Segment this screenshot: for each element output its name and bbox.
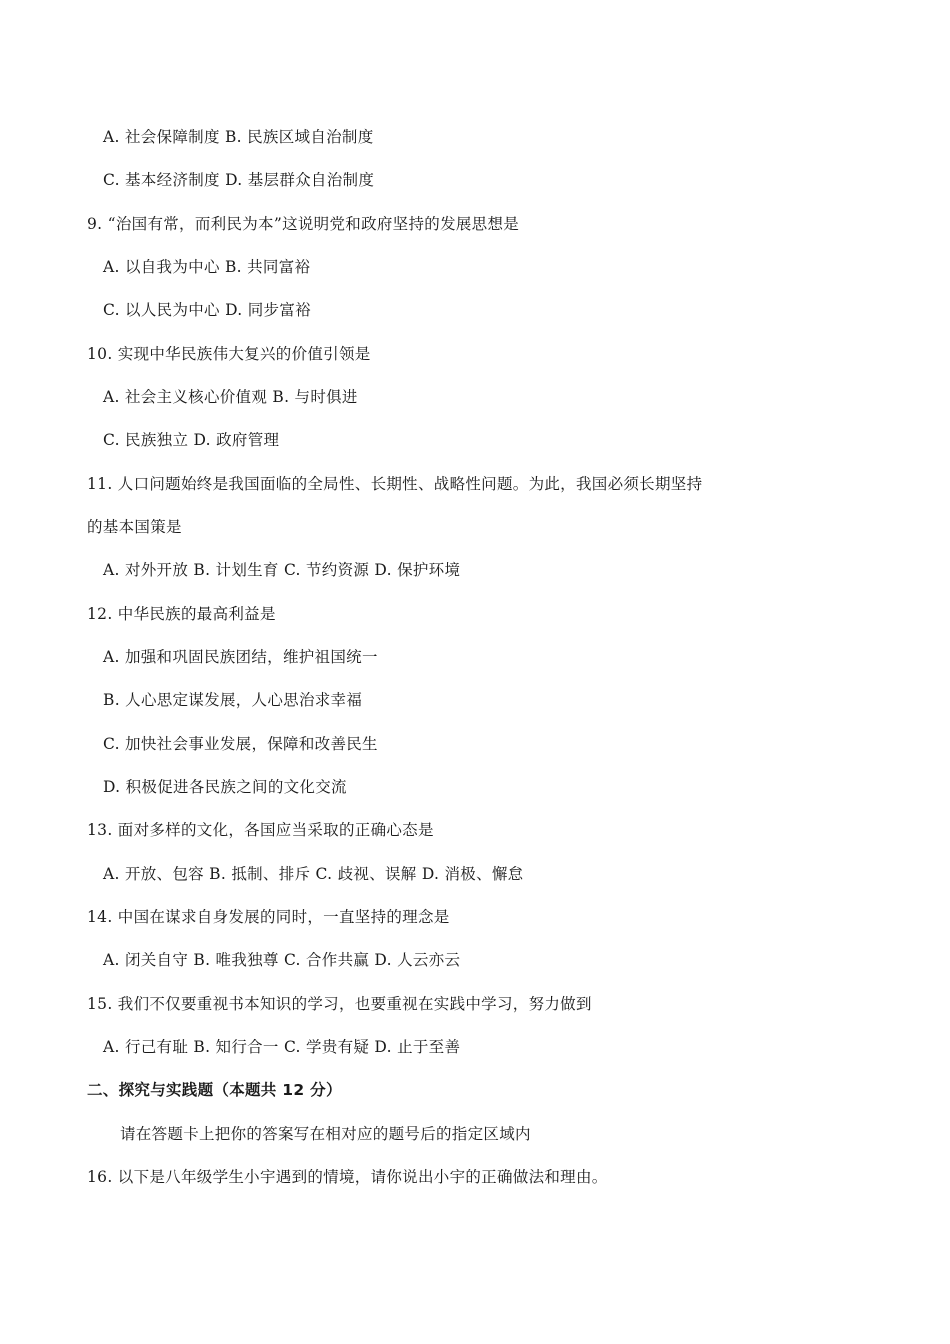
q8-options-ab: A. 社会保障制度 B. 民族区域自治制度 bbox=[103, 128, 374, 146]
q11-stem-line1: 11. 人口问题始终是我国面临的全局性、长期性、战略性问题。为此，我国必须长期坚持 bbox=[87, 475, 703, 493]
q12-stem: 12. 中华民族的最高利益是 bbox=[87, 605, 276, 623]
q8-options-cd: C. 基本经济制度 D. 基层群众自治制度 bbox=[103, 171, 375, 189]
section-instruction: 请在答题卡上把你的答案写在相对应的题号后的指定区域内 bbox=[120, 1125, 531, 1143]
q16-stem: 16. 以下是八年级学生小宇遇到的情境，请你说出小宇的正确做法和理由。 bbox=[87, 1168, 608, 1186]
q12-option-d: D. 积极促进各民族之间的文化交流 bbox=[103, 778, 347, 796]
q13-stem: 13. 面对多样的文化，各国应当采取的正确心态是 bbox=[87, 821, 434, 839]
q11-options: A. 对外开放 B. 计划生育 C. 节约资源 D. 保护环境 bbox=[103, 561, 461, 579]
q12-option-a: A. 加强和巩固民族团结，维护祖国统一 bbox=[103, 648, 378, 666]
q9-options-ab: A. 以自我为中心 B. 共同富裕 bbox=[103, 258, 311, 276]
q12-option-c: C. 加快社会事业发展，保障和改善民生 bbox=[103, 735, 378, 753]
q10-stem: 10. 实现中华民族伟大复兴的价值引领是 bbox=[87, 345, 371, 363]
q13-options: A. 开放、包容 B. 抵制、排斥 C. 歧视、误解 D. 消极、懈怠 bbox=[103, 865, 524, 883]
q14-options: A. 闭关自守 B. 唯我独尊 C. 合作共赢 D. 人云亦云 bbox=[103, 951, 461, 969]
q9-stem: 9. “治国有常，而利民为本”这说明党和政府坚持的发展思想是 bbox=[87, 215, 520, 233]
q9-options-cd: C. 以人民为中心 D. 同步富裕 bbox=[103, 301, 311, 319]
q15-stem: 15. 我们不仅要重视书本知识的学习，也要重视在实践中学习，努力做到 bbox=[87, 995, 592, 1013]
q10-options-ab: A. 社会主义核心价值观 B. 与时俱进 bbox=[103, 388, 358, 406]
q10-options-cd: C. 民族独立 D. 政府管理 bbox=[103, 431, 280, 449]
q14-stem: 14. 中国在谋求自身发展的同时，一直坚持的理念是 bbox=[87, 908, 450, 926]
q15-options: A. 行己有耻 B. 知行合一 C. 学贵有疑 D. 止于至善 bbox=[103, 1038, 461, 1056]
q12-option-b: B. 人心思定谋发展，人心思治求幸福 bbox=[103, 691, 363, 709]
q11-stem-line2: 的基本国策是 bbox=[87, 518, 182, 536]
section-heading: 二、探究与实践题（本题共 12 分） bbox=[87, 1081, 342, 1099]
